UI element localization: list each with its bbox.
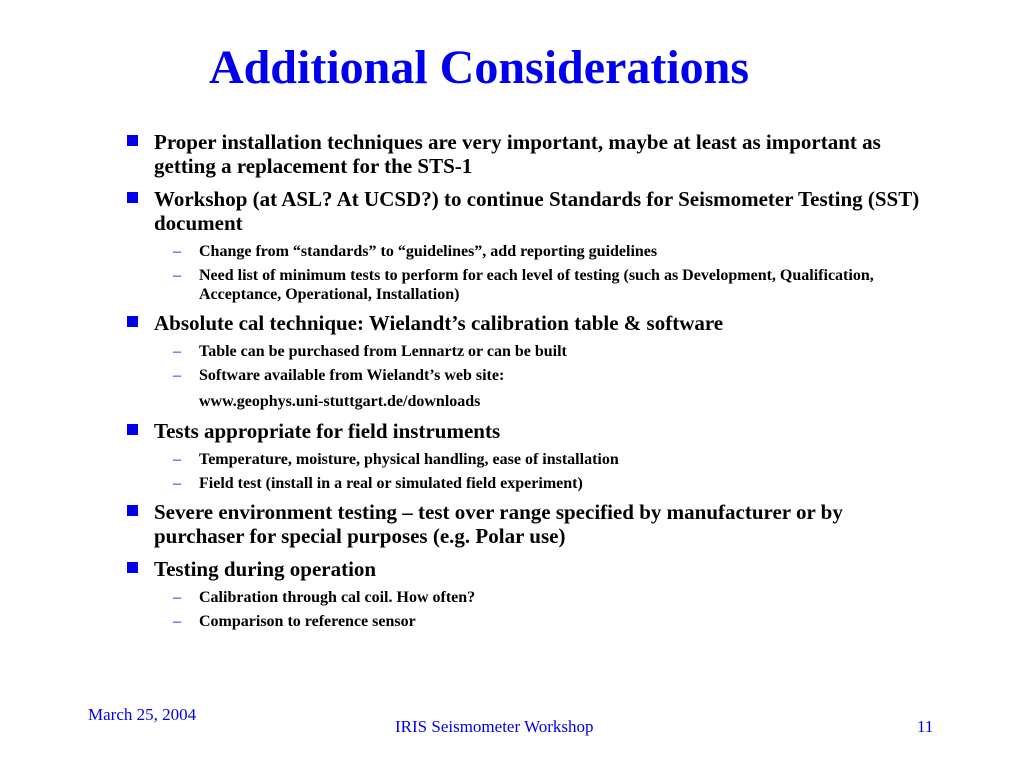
bullet-item (120, 187, 920, 235)
bullet-item (120, 130, 920, 178)
bullet-item (120, 419, 920, 443)
bullet-text: Proper installation techniques are very important, maybe at least as important as getting a replacement for the STS-1 (154, 130, 881, 178)
sub-bullet-text: Software available from Wielandt’s web site: (199, 367, 505, 384)
sub-bullet-text: Change from “standards” to “guidelines”, add reporting guidelines (199, 243, 658, 260)
sub-bullet-item (120, 588, 920, 607)
sub-bullet-item (120, 474, 920, 493)
sub-bullet-text: Field test (install in a real or simulated field experiment) (199, 475, 583, 492)
dash-bullet-icon: – (173, 367, 181, 384)
bullet-item (120, 500, 920, 548)
bullet-item (120, 557, 920, 581)
sub-bullet-item (120, 242, 920, 261)
sub-bullet-text: Temperature, moisture, physical handling, ease of installation (199, 451, 619, 468)
sub-bullet-item (120, 612, 920, 631)
download-url-text: www.geophys.uni-stuttgart.de/downloads (199, 393, 481, 410)
square-bullet-icon (127, 316, 138, 327)
bullet-item (120, 311, 920, 335)
sub-bullet-item (120, 450, 920, 469)
square-bullet-icon (127, 192, 138, 203)
sub-bullet-item (120, 342, 920, 361)
sub-bullet-text: Comparison to reference sensor (199, 613, 416, 630)
bullet-text: Testing during operation (154, 557, 377, 581)
sub-bullet-item (120, 366, 920, 385)
slide-number: 11 (917, 717, 934, 736)
dash-bullet-icon: – (173, 243, 181, 260)
dash-bullet-icon: – (173, 451, 181, 468)
slide-body (120, 130, 920, 638)
sub-bullet-item (120, 266, 920, 304)
square-bullet-icon (127, 135, 138, 146)
bullet-text: Tests appropriate for field instruments (154, 419, 501, 443)
square-bullet-icon (127, 424, 138, 435)
sub-bullet-text: Table can be purchased from Lennartz or can be built (199, 343, 567, 360)
square-bullet-icon (127, 505, 138, 516)
footer-title: IRIS Seismometer Workshop (395, 717, 594, 736)
dash-bullet-icon: – (173, 613, 181, 630)
dash-bullet-icon: – (173, 267, 181, 284)
slide-title: Additional Considerations (208, 41, 750, 94)
dash-bullet-icon: – (173, 343, 181, 360)
dash-bullet-icon: – (173, 589, 181, 606)
sub-bullet-text: Calibration through cal coil. How often? (199, 589, 476, 606)
square-bullet-icon (127, 562, 138, 573)
bullet-text: Severe environment testing – test over range specified by manufacturer or by purchaser for special purposes (e.g. Polar use) (154, 500, 843, 548)
sub-bullet-text: Need list of minimum tests to perform for each level of testing (such as Development, Qualification, Acceptance, Operational, Installation) (199, 267, 874, 303)
bullet-text: Absolute cal technique: Wielandt’s calibration table & software (154, 311, 724, 335)
dash-bullet-icon: – (173, 475, 181, 492)
bullet-text: Workshop (at ASL? At UCSD?) to continue Standards for Seismometer Testing (SST) document (154, 187, 920, 235)
footer-date: March 25, 2004 (88, 705, 197, 724)
